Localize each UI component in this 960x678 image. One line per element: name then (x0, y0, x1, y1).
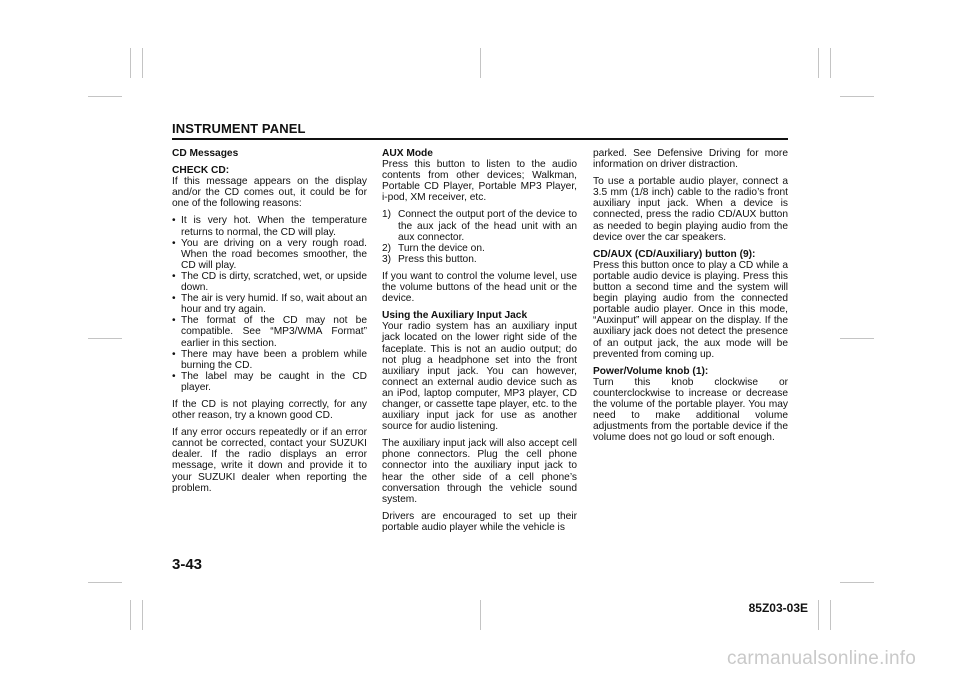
crop-mark-mid-left-h (88, 338, 122, 339)
crop-mark-bottom-right-h (840, 582, 874, 583)
crop-mark-top-right-h (840, 96, 874, 97)
aux-steps-list (382, 209, 577, 264)
drivers-paragraph: Drivers are encouraged to set up their portable audio player while the vehicle is (382, 510, 577, 533)
list-item: • You are driving on a very rough road. When the road becomes smoother, the CD will play. (172, 238, 367, 271)
cd-not-playing-paragraph: If the CD is not playing correctly, for any other reason, try a known good CD. (172, 398, 367, 422)
aux-jack-block (382, 310, 577, 432)
list-item: • The format of the CD may not be compatible. See “MP3/WMA Format” earlier in this section. (172, 315, 367, 348)
step-text: Connect the output port of the device to the aux jack of the head unit with an aux connector. (398, 209, 577, 243)
crop-mark-top-left-v1 (130, 48, 131, 78)
crop-mark-top-right-v1 (818, 48, 819, 78)
crop-mark-top-right-v2 (830, 48, 831, 78)
crop-mark-bottom-left-h (88, 582, 122, 583)
step-number: 3) (382, 253, 392, 265)
crop-mark-mid-right-h (840, 338, 874, 339)
list-item: • There may have been a problem while burning the CD. (172, 349, 367, 371)
column-1 (172, 148, 367, 500)
check-cd-reasons-list (172, 215, 367, 393)
cd-aux-button-text: Press this button once to play a CD while a portable audio device is playing. Press this button a second time and the system will begin playing audio from the connected portable audio player. Once in this mode, “Auxinput” will appear on the display. If the auxiliary jack does not detect the presence of an output jack, the aux mode will be prevented from coming up. (593, 259, 788, 360)
crop-mark-bottom-right-v1 (818, 600, 819, 630)
crop-mark-top-left-v2 (142, 48, 143, 78)
portable-player-paragraph: To use a portable audio player, connect a 3.5 mm (1/8 inch) cable to the radio’s front auxiliary input jack. When a device is connected, press the radio CD/AUX button as needed to begin playing audio from the device over the car speakers. (593, 176, 788, 243)
cd-messages-title: CD Messages (172, 148, 239, 159)
aux-mode-text: Press this button to listen to the audio contents from other devices; Walkman, Portable CD Player, Portable MP3 Player, i-pod, XM receiver, etc. (382, 159, 577, 204)
step-text: Press this button. (398, 253, 477, 265)
check-cd-intro: If this message appears on the display and/or the CD comes out, it could be for one of the following reasons: (172, 176, 367, 210)
step-number: 1) (382, 209, 392, 221)
step-text: Turn the device on. (398, 242, 485, 254)
power-volume-heading: Power/Volume knob (1): (593, 365, 709, 377)
cd-aux-button-heading: CD/AUX (CD/Auxiliary) button (9): (593, 248, 756, 260)
document-code: 85Z03-03E (748, 601, 808, 615)
watermark-text: carmanualsonline.info (726, 648, 916, 669)
list-item (382, 209, 577, 242)
aux-jack-heading: Using the Auxiliary Input Jack (382, 310, 528, 322)
column-3 (593, 148, 788, 449)
list-item: • The air is very humid. If so, wait about an hour and try again. (172, 293, 367, 315)
crop-mark-top-center-v (480, 48, 481, 78)
power-volume-block (593, 366, 788, 444)
crop-mark-bottom-center-v (480, 600, 481, 630)
power-volume-text: Turn this knob clockwise or counterclockwise to increase or decrease the volume of the portable player. You may need to make additional volume adjustments from the portable device if the volume does not go loud or soft enough. (593, 376, 788, 444)
step-number: 2) (382, 242, 392, 254)
list-item: • The CD is dirty, scratched, wet, or upside down. (172, 271, 367, 293)
crop-mark-bottom-left-v1 (130, 600, 131, 630)
list-item: • The label may be caught in the CD player. (172, 371, 367, 393)
check-cd-heading: CHECK CD: (172, 165, 230, 177)
column-2 (382, 148, 577, 539)
list-item (382, 243, 577, 254)
crop-mark-bottom-right-v2 (830, 600, 831, 630)
aux-mode-heading: AUX Mode (382, 148, 433, 159)
parked-paragraph: parked. See Defensive Driving for more information on driver distraction. (593, 148, 788, 171)
check-cd-block (172, 165, 367, 209)
volume-paragraph: If you want to control the volume level, use the volume buttons of the head unit or the device. (382, 270, 577, 305)
crop-mark-bottom-left-v2 (142, 600, 143, 630)
cd-aux-button-block (593, 249, 788, 360)
cell-phone-paragraph: The auxiliary input jack will also accept cell phone connectors. Plug the cell phone connector into the auxiliary input jack to hear the other side of a cell phone’s conversation through the vehicle sound system. (382, 438, 577, 505)
crop-mark-top-left-h (88, 96, 122, 97)
list-item: • It is very hot. When the temperature returns to normal, the CD will play. (172, 215, 367, 237)
list-item (382, 254, 577, 265)
aux-mode-block (382, 148, 577, 203)
header-divider (172, 138, 788, 140)
cd-error-paragraph: If any error occurs repeatedly or if an error cannot be corrected, contact your SUZUKI dealer. If the radio displays an error message, write it down and provide it to your SUZUKI dealer when reporting the problem. (172, 427, 367, 494)
aux-jack-text: Your radio system has an auxiliary input jack located on the lower right side of the faceplate. This is not an audio output; do not plug a headphone set into the front auxiliary input jack. You can however, connect an external audio device such as an iPod, laptop computer, MP3 player, CD changer, or cassette tape player, etc. to the auxiliary input jack for use as another source for audio listening. (382, 321, 577, 433)
cd-messages-block (172, 148, 367, 159)
section-header-title: INSTRUMENT PANEL (172, 121, 306, 136)
page-number: 3-43 (172, 556, 203, 573)
